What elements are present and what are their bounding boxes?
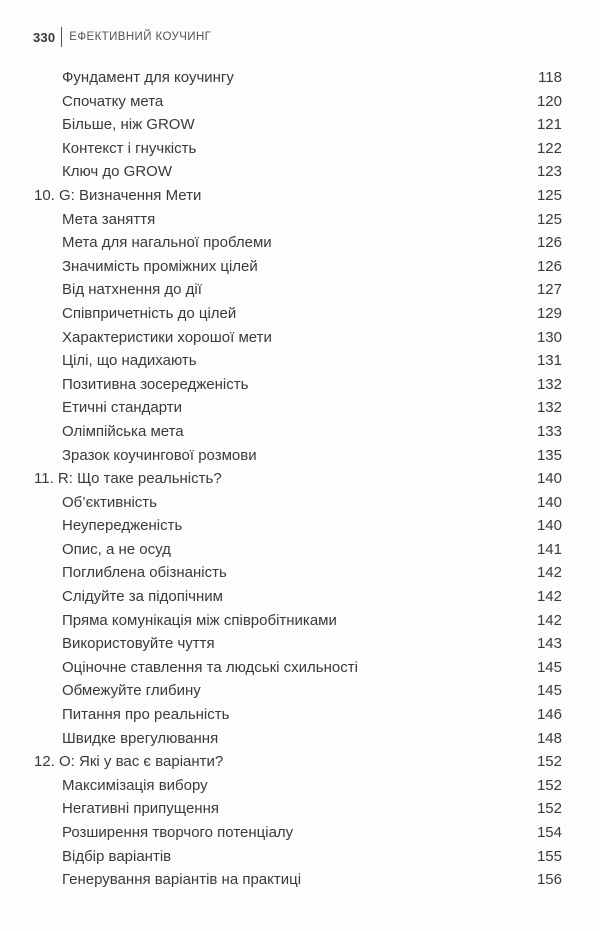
toc-entry-title: Більше, ніж GROW	[62, 116, 195, 134]
toc-entry-title: Генерування варіантів на практиці	[62, 871, 302, 889]
toc-entry-page-number: 156	[536, 871, 562, 889]
toc-section-entry	[0, 113, 600, 137]
toc-section-entry	[0, 585, 600, 609]
header-divider	[61, 27, 62, 47]
toc-entry-page-number: 130	[536, 328, 562, 346]
toc-entry-page-number: 135	[536, 446, 562, 464]
toc-entry-page-number: 127	[536, 281, 562, 299]
toc-entry-page-number: 121	[536, 116, 562, 134]
toc-entry-title: Поглиблена обізнаність	[62, 564, 227, 582]
toc-entry-title: Етичні стандарти	[62, 399, 183, 417]
toc-entry-title: Питання про реальність	[62, 706, 230, 724]
toc-chapter-entry	[0, 184, 600, 208]
toc-entry-title: Контекст і гнучкість	[62, 139, 197, 157]
toc-entry-page-number: 140	[536, 470, 562, 488]
toc-entry-page-number: 145	[536, 658, 562, 676]
toc-section-entry	[0, 656, 600, 680]
toc-chapter-entry	[0, 750, 600, 774]
toc-entry-page-number: 126	[536, 257, 562, 275]
toc-entry-title: Мета заняття	[62, 210, 156, 228]
toc-entry-title: Швидке врегулювання	[62, 729, 219, 747]
toc-entry-page-number: 152	[536, 776, 562, 794]
toc-section-entry	[0, 396, 600, 420]
toc-section-entry	[0, 420, 600, 444]
toc-section-entry	[0, 444, 600, 468]
toc-section-entry	[0, 868, 600, 892]
toc-entry-title: Фундамент для коучингу	[62, 69, 234, 86]
toc-entry-title: Оціночне ставлення та людські схильності	[62, 658, 358, 676]
toc-entry-title: Від натхнення до дії	[62, 281, 202, 299]
toc-entry-page-number: 123	[536, 163, 562, 181]
toc-section-entry	[0, 255, 600, 279]
toc-entry-title: Опис, а не осуд	[62, 540, 171, 558]
toc-entry-title: Максимізація вибору	[62, 776, 208, 794]
toc-entry-title: Негативні припущення	[62, 800, 220, 818]
page-number: 330	[33, 29, 56, 45]
toc-entry-title: Використовуйте чуття	[62, 635, 215, 653]
table-of-contents	[0, 66, 600, 892]
toc-entry-title: Мета для нагальної проблеми	[62, 234, 272, 252]
toc-section-entry	[0, 774, 600, 798]
toc-entry-page-number: 143	[536, 635, 562, 653]
toc-entry-title: Позитивна зосередженість	[62, 375, 249, 393]
toc-entry-page-number: 132	[536, 375, 562, 393]
toc-section-entry	[0, 137, 600, 161]
toc-section-entry	[0, 160, 600, 184]
toc-entry-page-number: 125	[536, 210, 562, 228]
toc-entry-title: 12. O: Які у вас є варіанти?	[34, 753, 224, 771]
toc-section-entry	[0, 231, 600, 255]
toc-entry-page-number: 118	[538, 69, 562, 86]
toc-section-entry	[0, 845, 600, 869]
toc-entry-title: Слідуйте за підопічним	[62, 588, 223, 606]
toc-entry-title: Об’єктивність	[62, 493, 157, 511]
toc-entry-page-number: 120	[536, 92, 562, 110]
toc-entry-page-number: 129	[536, 304, 562, 322]
toc-entry-page-number: 132	[536, 399, 562, 417]
toc-section-entry	[0, 326, 600, 350]
toc-entry-title: Неупередженість	[62, 517, 183, 535]
toc-entry-title: Обмежуйте глибину	[62, 682, 201, 700]
toc-entry-title: Спочатку мета	[62, 92, 164, 110]
toc-entry-page-number: 125	[536, 186, 562, 204]
toc-entry-title: 10. G: Визначення Мети	[34, 186, 202, 204]
toc-section-entry	[0, 349, 600, 373]
toc-section-entry	[0, 302, 600, 326]
toc-section-entry	[0, 703, 600, 727]
toc-entry-title: Значимість проміжних цілей	[62, 257, 258, 275]
toc-section-entry	[0, 797, 600, 821]
toc-entry-title: 11. R: Що таке реальність?	[34, 470, 222, 488]
toc-entry-page-number: 122	[536, 139, 562, 157]
toc-entry-page-number: 133	[536, 422, 562, 440]
toc-section-entry	[0, 561, 600, 585]
toc-entry-title: Співпричетність до цілей	[62, 304, 237, 322]
toc-entry-page-number: 140	[536, 517, 562, 535]
toc-section-entry	[0, 514, 600, 538]
toc-section-entry	[0, 278, 600, 302]
toc-section-entry	[0, 90, 600, 114]
toc-entry-title: Розширення творчого потенціалу	[62, 824, 294, 841]
toc-entry-page-number: 126	[536, 234, 562, 252]
toc-entry-title: Характеристики хорошої мети	[62, 328, 272, 346]
toc-section-entry	[0, 373, 600, 397]
book-title: ЕФЕКТИВНИЙ КОУЧИНГ	[69, 31, 212, 43]
toc-entry-page-number: 142	[536, 564, 562, 582]
toc-section-entry	[0, 679, 600, 703]
toc-entry-page-number: 141	[536, 540, 562, 558]
toc-entry-page-number: 152	[536, 800, 562, 818]
toc-entry-title: Відбір варіантів	[62, 847, 172, 865]
toc-entry-title: Цілі, що надихають	[62, 352, 197, 370]
toc-section-entry	[0, 538, 600, 562]
toc-entry-title: Пряма комунікація між співробітниками	[62, 611, 337, 629]
toc-entry-page-number: 154	[536, 824, 562, 841]
toc-section-entry	[0, 491, 600, 515]
toc-entry-title: Зразок коучингової розмови	[62, 446, 257, 464]
toc-entry-title: Олімпійська мета	[62, 422, 184, 440]
toc-section-entry	[0, 821, 600, 845]
toc-entry-page-number: 142	[536, 588, 562, 606]
toc-entry-page-number: 146	[536, 706, 562, 724]
toc-section-entry	[0, 208, 600, 232]
toc-section-entry	[0, 609, 600, 633]
toc-section-entry	[0, 66, 600, 90]
toc-entry-page-number: 145	[536, 682, 562, 700]
toc-entry-page-number: 131	[536, 352, 562, 370]
toc-section-entry	[0, 632, 600, 656]
toc-chapter-entry	[0, 467, 600, 491]
running-header	[33, 27, 211, 47]
toc-section-entry	[0, 727, 600, 751]
toc-entry-page-number: 140	[536, 493, 562, 511]
toc-entry-page-number: 148	[536, 729, 562, 747]
toc-entry-page-number: 142	[536, 611, 562, 629]
toc-entry-page-number: 155	[536, 847, 562, 865]
toc-entry-page-number: 152	[536, 753, 562, 771]
toc-entry-title: Ключ до GROW	[62, 163, 172, 181]
